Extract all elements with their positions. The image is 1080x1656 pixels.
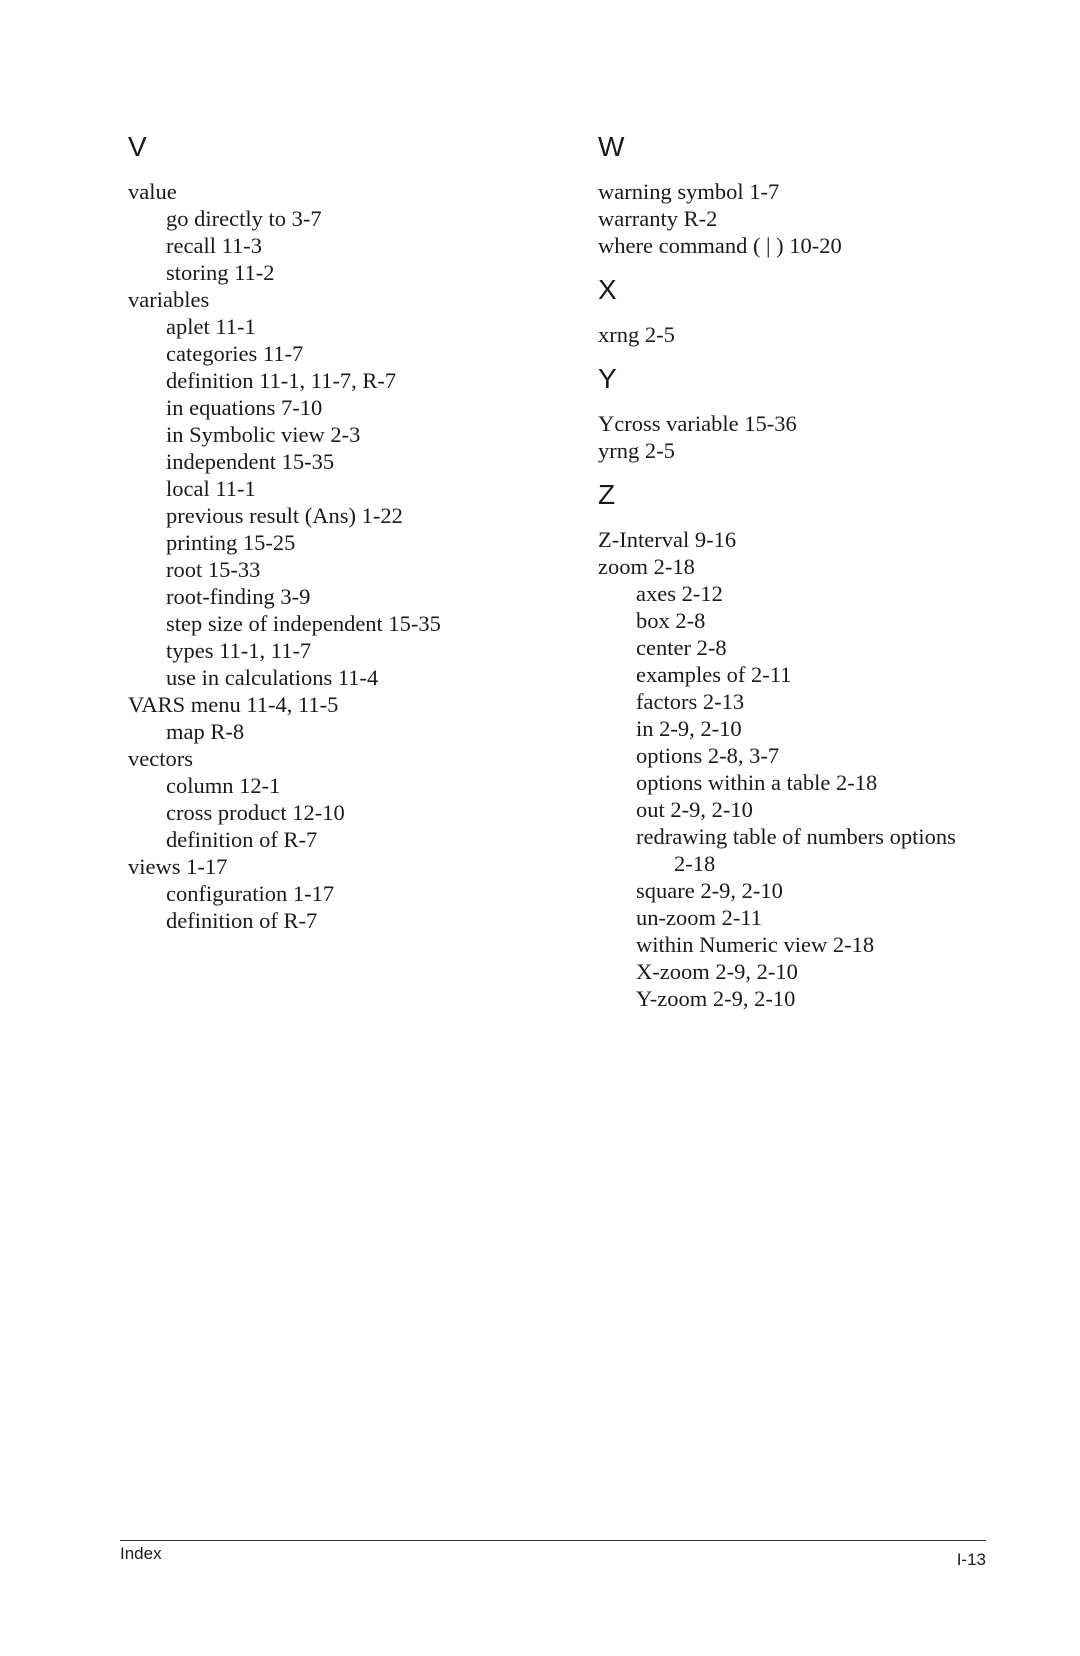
subentry: aplet 11-1 <box>166 314 256 339</box>
index-entry: xrng 2-5 <box>598 322 675 347</box>
subentry: definition 11-1, 11-7, R-7 <box>166 368 397 393</box>
subentry: within Numeric view 2-18 <box>636 932 875 957</box>
section-w <box>598 130 1018 259</box>
subentry: options 2-8, 3-7 <box>636 743 780 768</box>
subentry: in equations 7-10 <box>166 395 323 420</box>
subentry: factors 2-13 <box>636 689 745 714</box>
entry-views: views 1-17 <box>128 854 228 879</box>
section-y <box>598 362 1018 464</box>
section-letter-z: Z <box>598 479 617 510</box>
subentry: definition of R-7 <box>166 827 318 852</box>
footer-rule <box>120 1540 986 1541</box>
section-letter-x: X <box>598 274 618 305</box>
index-entry: Ycross variable 15-36 <box>598 411 797 436</box>
subentry: root 15-33 <box>166 557 261 582</box>
entry-value: value <box>128 179 177 204</box>
subentry: definition of R-7 <box>166 908 318 933</box>
index-entry: warranty R-2 <box>598 206 718 231</box>
section-letter-v: V <box>128 131 148 162</box>
section-letter-y: Y <box>598 363 618 394</box>
subentry: cross product 12-10 <box>166 800 345 825</box>
section-x <box>598 273 1018 348</box>
subentry: in Symbolic view 2-3 <box>166 422 361 447</box>
subentry: un-zoom 2-11 <box>636 905 763 930</box>
subentry: out 2-9, 2-10 <box>636 797 753 822</box>
section-v <box>128 130 548 934</box>
subentry: center 2-8 <box>636 635 727 660</box>
subentry: categories 11-7 <box>166 341 304 366</box>
subentry: square 2-9, 2-10 <box>636 878 783 903</box>
subentry: local 11-1 <box>166 476 256 501</box>
subentry: box 2-8 <box>636 608 706 633</box>
section-letter-w: W <box>598 131 626 162</box>
subentry: X-zoom 2-9, 2-10 <box>636 959 798 984</box>
footer-section-name: Index <box>120 1544 162 1563</box>
subentry: examples of 2-11 <box>636 662 792 687</box>
index-entry: where command ( | ) 10-20 <box>598 233 842 258</box>
subentry: redrawing table of numbers options <box>636 824 956 849</box>
subentry: recall 11-3 <box>166 233 262 258</box>
entry-vars-menu: VARS menu 11-4, 11-5 <box>128 692 339 717</box>
subentry: printing 15-25 <box>166 530 296 555</box>
subentry: previous result (Ans) 1-22 <box>166 503 403 528</box>
subentry: root-finding 3-9 <box>166 584 311 609</box>
subentry: step size of independent 15-35 <box>166 611 441 636</box>
subentry: options within a table 2-18 <box>636 770 878 795</box>
index-column-right <box>598 130 1018 1026</box>
entry-zoom: zoom 2-18 <box>598 554 695 579</box>
subentry: use in calculations 11-4 <box>166 665 379 690</box>
entry-variables: variables <box>128 287 210 312</box>
index-entry: yrng 2-5 <box>598 438 675 463</box>
index-entry: warning symbol 1-7 <box>598 179 780 204</box>
index-column-left <box>128 130 548 948</box>
subentry: axes 2-12 <box>636 581 723 606</box>
subentry: storing 11-2 <box>166 260 275 285</box>
subentry: types 11-1, 11-7 <box>166 638 312 663</box>
subentry: map R-8 <box>166 719 245 744</box>
entry-z-interval: Z-Interval 9-16 <box>598 527 737 552</box>
subentry: column 12-1 <box>166 773 281 798</box>
subentry: in 2-9, 2-10 <box>636 716 742 741</box>
subentry-continuation: 2-18 <box>674 851 716 876</box>
entry-vectors: vectors <box>128 746 193 771</box>
subentry: Y-zoom 2-9, 2-10 <box>636 986 796 1011</box>
subentry: independent 15-35 <box>166 449 335 474</box>
subentry: configuration 1-17 <box>166 881 335 906</box>
subentry: go directly to 3-7 <box>166 206 322 231</box>
page-number: I-13 <box>956 1550 986 1569</box>
section-z <box>598 478 1018 1012</box>
